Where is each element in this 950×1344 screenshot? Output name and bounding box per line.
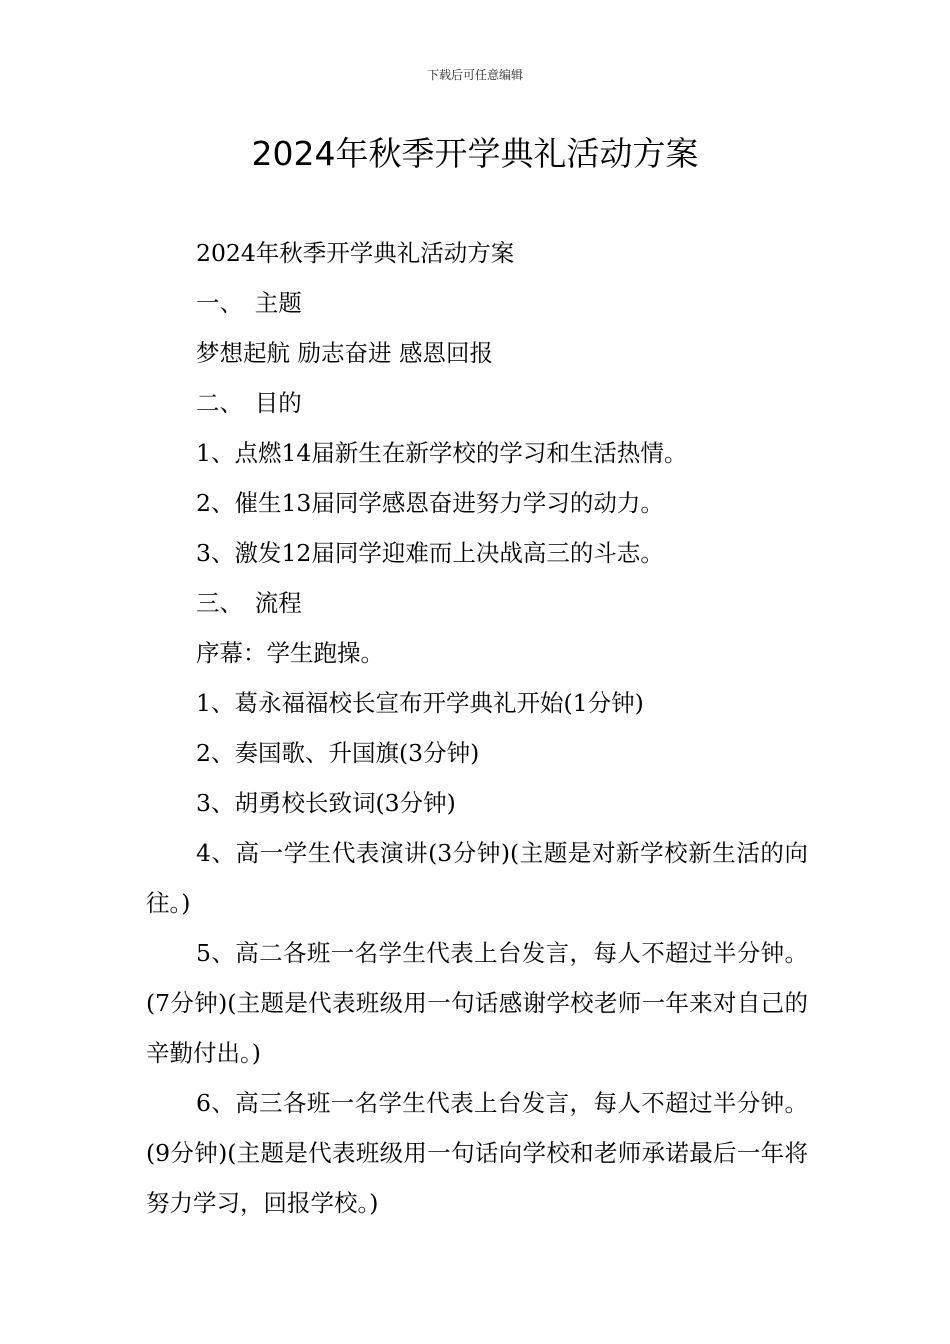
section-heading-theme: 一、 主题 (196, 289, 302, 317)
page-header-note: 下载后可任意编辑 (426, 68, 523, 82)
section-heading-purpose: 二、 目的 (196, 389, 302, 417)
process-item-2: 2、奏国歌、升国旗(3分钟) (196, 739, 480, 767)
process-prelude: 序幕：学生跑操。 (196, 639, 384, 667)
document-title: 2024年秋季开学典礼活动方案 (251, 134, 699, 173)
process-item-4: 4、高一学生代表演讲(3分钟)(主题是对新学校新生活的向往。) (146, 839, 808, 917)
process-item-6: 6、高三各班一名学生代表上台发言，每人不超过半分钟。(9分钟)(主题是代表班级用一句话向学校和老师承诺最后一年将努力学习，回报学校。) (146, 1089, 808, 1217)
theme-text: 梦想起航 励志奋进 感恩回报 (196, 339, 493, 367)
purpose-item-1: 1、点燃14届新生在新学校的学习和生活热情。 (196, 439, 688, 467)
section-heading-process: 三、 流程 (196, 589, 302, 617)
body-heading: 2024年秋季开学典礼活动方案 (196, 239, 515, 267)
process-item-5: 5、高二各班一名学生代表上台发言，每人不超过半分钟。(7分钟)(主题是代表班级用一句话感谢学校老师一年来对自己的辛勤付出。) (146, 939, 808, 1067)
process-item-3: 3、胡勇校长致词(3分钟) (196, 789, 456, 817)
document-body (146, 228, 808, 1228)
purpose-item-3: 3、激发12届同学迎难而上决战高三的斗志。 (196, 539, 664, 567)
purpose-item-2: 2、催生13届同学感恩奋进努力学习的动力。 (196, 489, 664, 517)
process-item-1: 1、葛永福福校长宣布开学典礼开始(1分钟) (196, 689, 644, 717)
